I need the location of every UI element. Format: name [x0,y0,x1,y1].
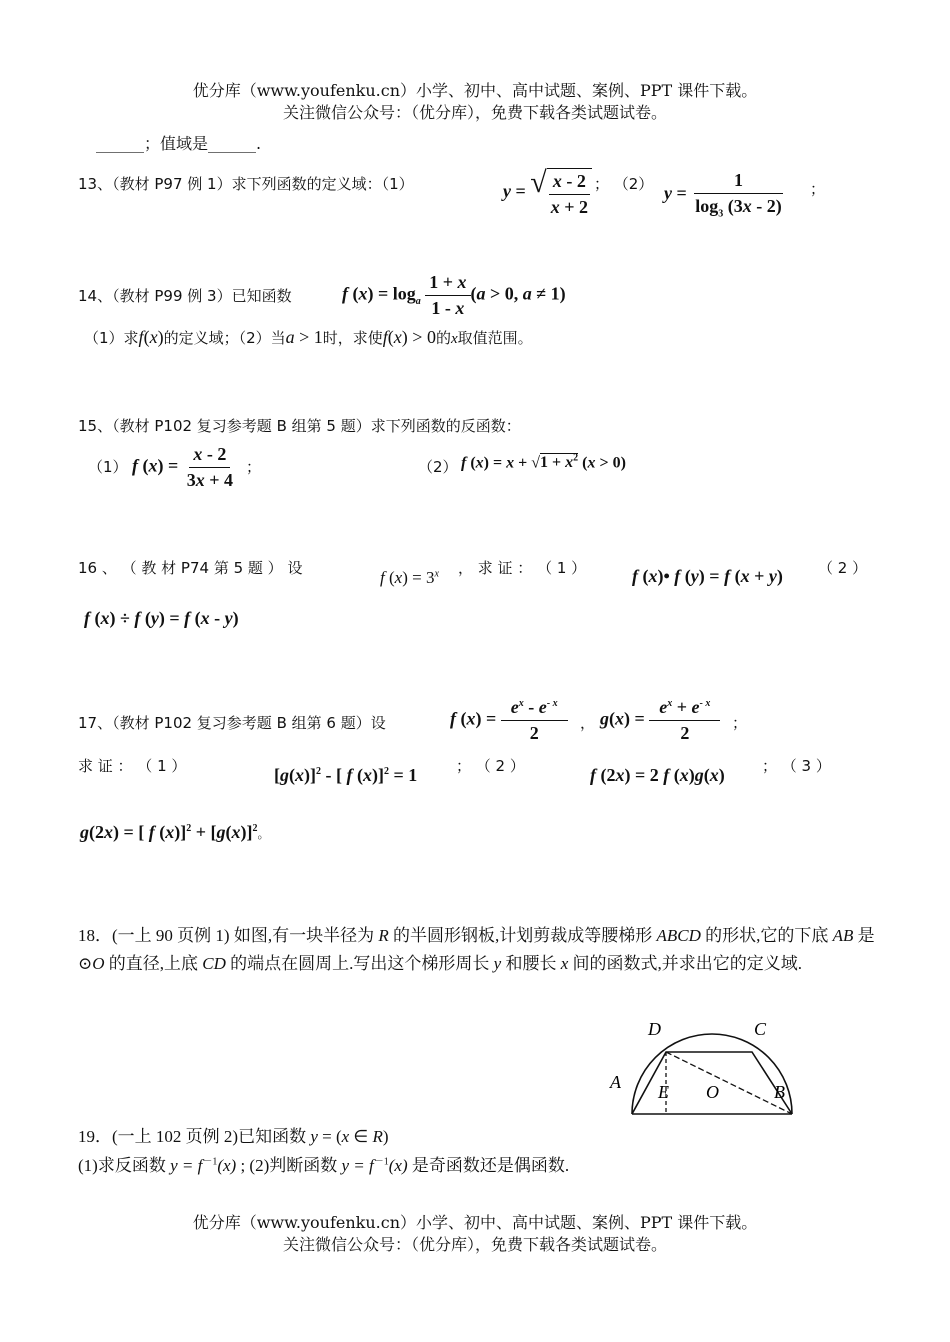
header-line-1: 优分库（www.youfenku.cn）小学、初中、高中试题、案例、PPT 课件下载。 [192,81,758,100]
label-o: O [706,1082,719,1102]
q15-part1-end: ； [246,458,262,476]
footer-line-1: 优分库（www.youfenku.cn）小学、初中、高中试题、案例、PPT 课件下载。 [192,1213,758,1232]
header-line-2: 关注微信公众号：（优分库），免费下载各类试题试卷。 [282,103,667,122]
q15-text: 15、（教材 P102 复习参考题 B 组第 5 题）求下列函数的反函数： [78,417,521,435]
q15-formula-1: f (x) = $\frac{x - 2}{3x + 4}$ [132,444,234,490]
q17-formula-2: f (2x) = 2 f (x)g(x) [590,765,725,785]
q17-prove: 求 证 ： （ 1 ） [78,757,187,775]
q13-formula-1: y = √ $\frac{x - 2}{x + 2}$ [503,168,592,218]
q13-formula-2: y = $\frac{1}{\log_3 (3x - 2)}$ [664,170,782,220]
q17-formula-g: g(x) = $\frac{e^x + e^{- x}}{2}$ [600,697,720,744]
q13-text: 13、（教材 P97 例 1）求下列函数的定义域：（1） [78,175,414,193]
q19-line1: 19．(一上 102 页例 2)已知函数 y = (x ∈ R) [78,1127,389,1146]
footer-line-2: 关注微信公众号：（优分库），免费下载各类试题试卷。 [282,1235,667,1254]
q17-end: ； [732,714,748,732]
range-blank-line: ______；值域是______. [96,134,262,153]
q14-formula: f $(x) = \log_a$ $\frac{1 + x}{1 - x}$ (a > 0, a ≠ 1) [342,272,566,318]
q14-text: 14、（教材 P99 例 3）已知函数 [78,287,292,305]
q17-text: 17、（教材 P102 复习参考题 B 组第 6 题）设 [78,714,386,732]
label-a: A [610,1072,621,1092]
q15-part2-label: （2） [418,458,458,476]
q14-line2: （1）求f(x)的定义域；（2）当a > 1时，求使f(x) > 0的x取值范围。 [84,327,533,347]
q13-end: ； [810,180,826,198]
q19-line2: (1)求反函数 $y = f^{-1}(x)$ ; (2)判断函数 $y = f^{-1}(x)$ 是奇函数还是偶函数. [78,1156,570,1175]
q16-formula-def: f $(x) = 3^x$ [380,568,439,587]
label-d: D [648,1019,661,1039]
q16-formula-2: f (x) ÷ f (y) = f (x - y) [84,608,239,628]
q15-formula-2: f $(x) = x + √1 + x^2$ (x > 0) [461,453,626,472]
q16-part2-label: （ 2 ） [818,559,868,577]
q16-text: 16 、 （ 教 材 P74 第 5 题 ） 设 [78,559,303,577]
q17-sep: ， [580,714,596,732]
q16-mid: ， 求 证 ： （ 1 ） [458,559,587,577]
q17-formula-1: $[g(x)]^2$ - [ f (x)]$^2$ = 1 [274,765,418,785]
q17-formula-3: g(2x) = [ f $(x)]^2 + [g(x)]^2$。 [80,822,270,842]
q17-part3-label: ； （ 3 ） [762,757,831,775]
trapezoid-figure [600,1010,820,1120]
label-e: E [658,1082,669,1102]
q18-text: 18．(一上 90 页例 1) 如图,有一块半径为 R 的半圆形钢板,计划剪裁成等腰梯形 ABCD 的形状,它的下底 AB 是⊙O 的直径,上底 CD 的端点在圆周上.写出这个梯形周长 y 和腰长 x 间的函数式,并求出它的定义域. [78,926,875,973]
label-b: B [774,1082,785,1102]
q17-part2-label: ； （ 2 ） [456,757,525,775]
q15-part1-label: （1） [88,458,128,476]
q13-part2-label: ； （2） [594,175,654,193]
q16-formula-1: f (x)• f (y) = f (x + y) [632,566,783,586]
label-c: C [754,1019,767,1039]
q17-formula-f: f (x) = $\frac{e^x - e^{- x}}{2}$ [450,697,568,744]
